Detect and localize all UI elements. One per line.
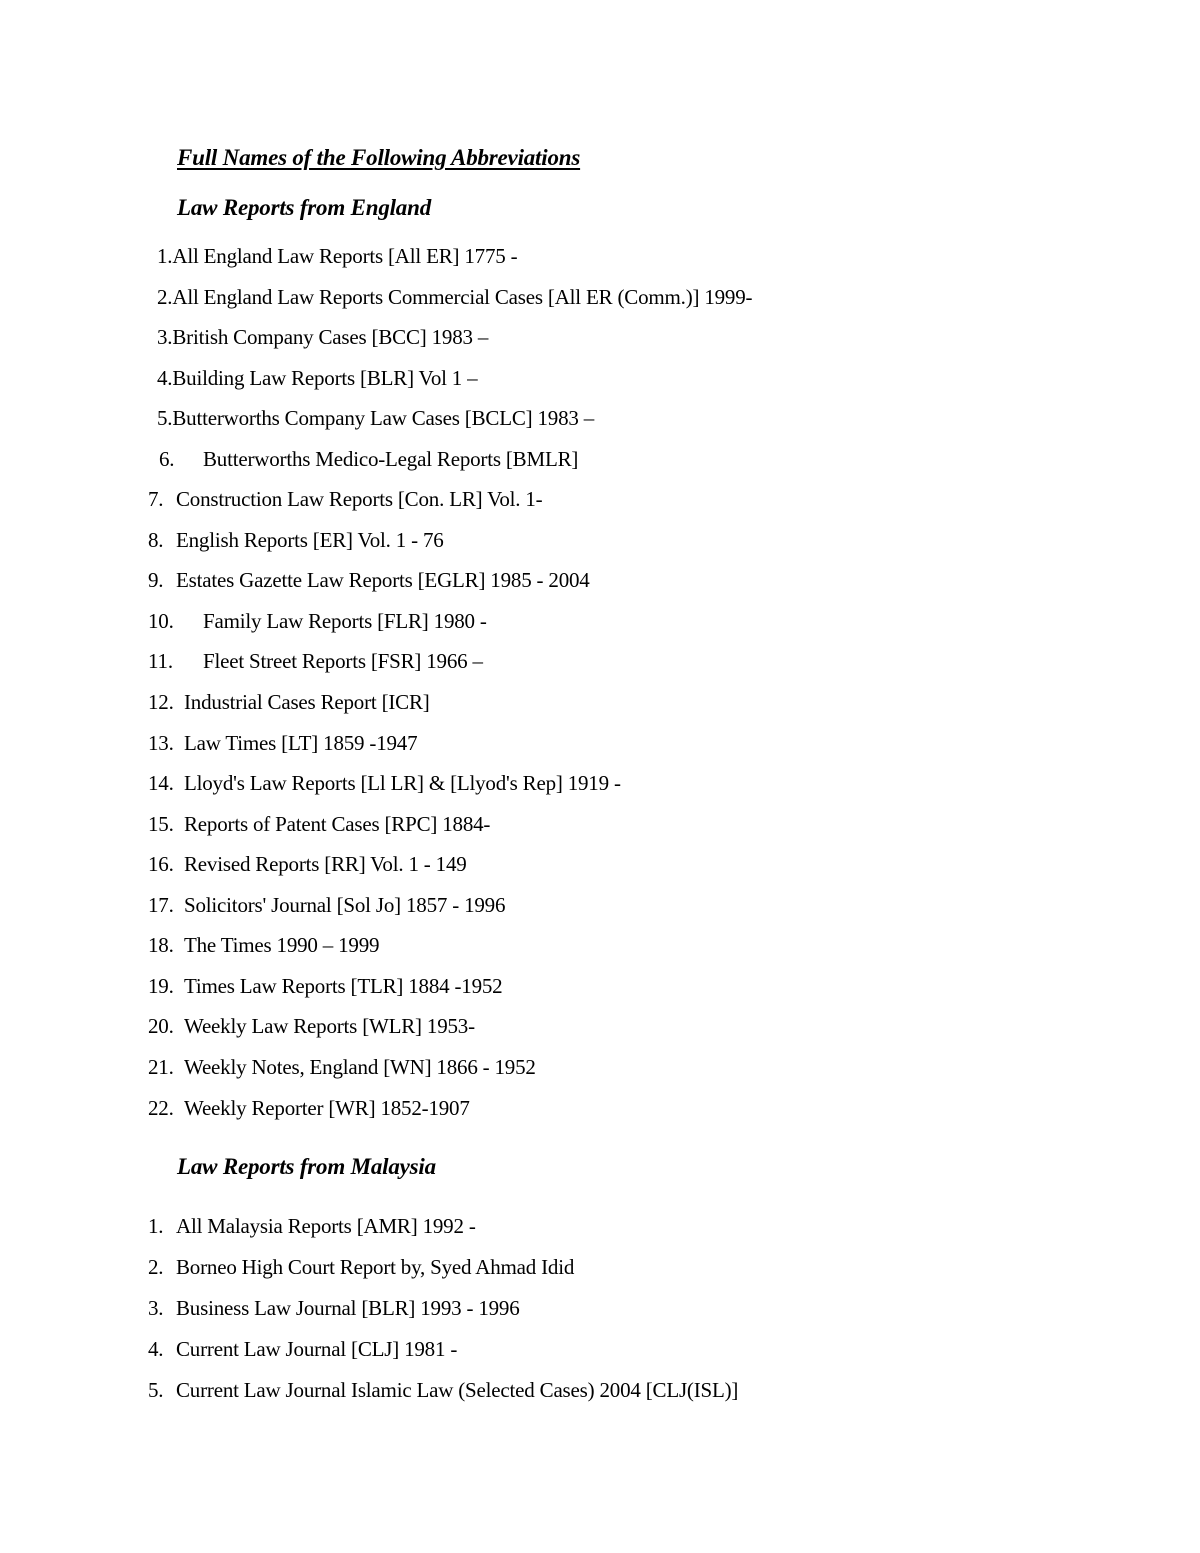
item-number: 3.: [157, 325, 173, 349]
item-text: Construction Law Reports [Con. LR] Vol. 1-: [176, 487, 543, 511]
list-item: [148, 1055, 536, 1079]
list-item: [148, 812, 490, 836]
item-number: 3.: [148, 1296, 164, 1320]
item-number: 8.: [148, 528, 164, 552]
list-item: [148, 649, 483, 673]
item-number: 11.: [148, 649, 173, 673]
item-number: 4.: [157, 366, 173, 390]
list-item: [148, 1337, 457, 1361]
item-text: All England Law Reports Commercial Cases [All ER (Comm.)] 1999-: [172, 285, 753, 309]
list-item: [148, 1296, 520, 1320]
list-item: [148, 893, 505, 917]
item-number: 10.: [148, 609, 174, 633]
item-text: Law Times [LT] 1859 -1947: [184, 731, 418, 755]
item-number: 1.: [157, 244, 173, 268]
item-text: Weekly Law Reports [WLR] 1953-: [184, 1014, 475, 1038]
item-text: Building Law Reports [BLR] Vol 1 –: [172, 366, 478, 390]
list-item: [148, 690, 430, 714]
item-text: Butterworths Medico-Legal Reports [BMLR]: [203, 447, 579, 471]
item-number: 5.: [148, 1378, 164, 1402]
item-number: 15.: [148, 812, 174, 836]
item-text: English Reports [ER] Vol. 1 - 76: [176, 528, 444, 552]
item-text: All England Law Reports [All ER] 1775 -: [172, 244, 518, 268]
item-number: 21.: [148, 1055, 174, 1079]
item-text: Reports of Patent Cases [RPC] 1884-: [184, 812, 491, 836]
item-number: 20.: [148, 1014, 174, 1038]
list-item: [157, 366, 477, 390]
item-number: 17.: [148, 893, 174, 917]
item-text: The Times 1990 – 1999: [184, 933, 380, 957]
list-item: [148, 528, 444, 552]
item-text: Weekly Reporter [WR] 1852-1907: [184, 1096, 470, 1120]
list-item: [148, 1096, 470, 1120]
list-item: [157, 285, 752, 309]
list-item: [148, 731, 417, 755]
item-text: Lloyd's Law Reports [Ll LR] & [Llyod's Rep] 1919 -: [184, 771, 621, 795]
item-text: Fleet Street Reports [FSR] 1966 –: [203, 649, 483, 673]
item-text: Estates Gazette Law Reports [EGLR] 1985 - 2004: [176, 568, 590, 592]
item-number: 13.: [148, 731, 174, 755]
list-item: [148, 974, 503, 998]
item-number: 18.: [148, 933, 174, 957]
item-number: 16.: [148, 852, 174, 876]
list-item: [148, 1378, 738, 1402]
section-heading-england: Law Reports from England: [177, 195, 431, 220]
list-item: [148, 568, 590, 592]
item-number: 22.: [148, 1096, 174, 1120]
item-text: Business Law Journal [BLR] 1993 - 1996: [176, 1296, 520, 1320]
item-number: 5.: [157, 406, 173, 430]
item-text: Family Law Reports [FLR] 1980 -: [203, 609, 487, 633]
list-item: [148, 1214, 476, 1238]
list-item: [148, 1255, 574, 1279]
item-text: Revised Reports [RR] Vol. 1 - 149: [184, 852, 467, 876]
item-number: 4.: [148, 1337, 164, 1361]
item-number: 14.: [148, 771, 174, 795]
item-text: Times Law Reports [TLR] 1884 -1952: [184, 974, 503, 998]
item-number: 12.: [148, 690, 174, 714]
list-item: [148, 487, 542, 511]
item-number: 1.: [148, 1214, 164, 1238]
item-text: Weekly Notes, England [WN] 1866 - 1952: [184, 1055, 536, 1079]
item-text: Current Law Journal Islamic Law (Selected Cases) 2004 [CLJ(ISL)]: [176, 1378, 739, 1402]
list-item: [148, 771, 621, 795]
item-number: 19.: [148, 974, 174, 998]
item-number: 2.: [157, 285, 173, 309]
list-item: [148, 852, 467, 876]
item-text: Solicitors' Journal [Sol Jo] 1857 - 1996: [184, 893, 506, 917]
list-item: [157, 325, 488, 349]
list-item: [148, 933, 379, 957]
list-item: [159, 447, 578, 471]
list-item: [157, 406, 594, 430]
item-number: 2.: [148, 1255, 164, 1279]
list-item: [148, 1014, 475, 1038]
item-text: Industrial Cases Report [ICR]: [184, 690, 430, 714]
list-item: [157, 244, 517, 268]
item-number: 7.: [148, 487, 164, 511]
item-text: Current Law Journal [CLJ] 1981 -: [176, 1337, 458, 1361]
item-text: British Company Cases [BCC] 1983 –: [172, 325, 489, 349]
page-title: Full Names of the Following Abbreviations: [177, 145, 581, 170]
item-text: All Malaysia Reports [AMR] 1992 -: [176, 1214, 476, 1238]
item-number: 9.: [148, 568, 164, 592]
item-text: Butterworths Company Law Cases [BCLC] 1983 –: [172, 406, 595, 430]
section-heading-malaysia: Law Reports from Malaysia: [177, 1154, 436, 1179]
item-text: Borneo High Court Report by, Syed Ahmad Idid: [176, 1255, 575, 1279]
list-item: [148, 609, 487, 633]
item-number: 6.: [159, 447, 175, 471]
